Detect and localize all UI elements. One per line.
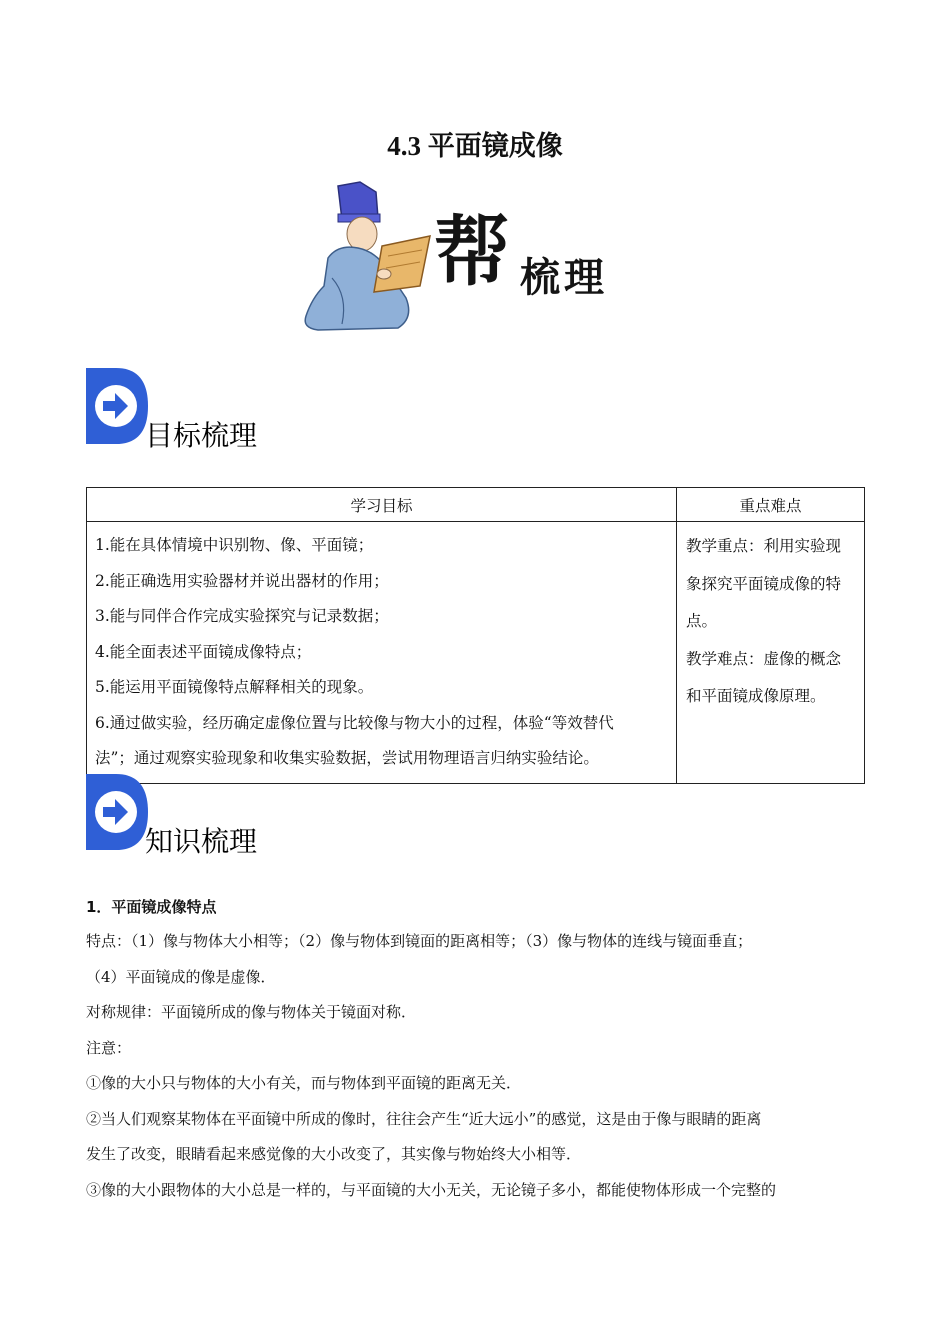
focus-line: 点。 <box>686 612 718 630</box>
banner-characters: 梳理 <box>520 255 608 301</box>
knowledge-line: 注意： <box>86 1038 132 1057</box>
arrow-icon <box>86 368 148 444</box>
arrow-icon <box>86 774 148 850</box>
scholar-illustration <box>298 178 438 338</box>
focus-line: 和平面镜成像原理。 <box>686 687 826 705</box>
knowledge-line: 特点：（1）像与物体大小相等；（2）像与物体到镜面的距离相等；（3）像与物体的连线与镜面垂直； <box>86 932 753 950</box>
knowledge-line: ②当人们观察某物体在平面镜中所成的像时，往往会产生“近大远小”的感觉，这是由于像与眼睛的距离 <box>86 1109 762 1128</box>
section-title-knowledge: 知识梳理 <box>145 825 258 858</box>
goal-item: 法”；通过观察实验现象和收集实验数据，尝试用物理语言归纳实验结论。 <box>95 749 599 767</box>
goals-cell <box>87 522 677 784</box>
goal-item: 2.能正确选用实验器材并说出器材的作用； <box>95 571 389 590</box>
goal-item: 5.能运用平面镜像特点解释相关的现象。 <box>95 678 374 696</box>
knowledge-line: 发生了改变，眼睛看起来感觉像的大小改变了，其实像与物始终大小相等． <box>86 1145 582 1163</box>
focus-line: 教学难点：虚像的概念 <box>686 649 842 668</box>
section-title-goals: 目标梳理 <box>145 419 258 452</box>
page-title: 4.3 平面镜成像 <box>387 131 563 161</box>
knowledge-line: ①像的大小只与物体的大小有关，而与物体到平面镜的距离无关． <box>86 1074 522 1092</box>
knowledge-line: （4）平面镜成的像是虚像． <box>86 967 276 986</box>
focus-line: 教学重点：利用实验现 <box>686 537 842 555</box>
banner-big-character: 帮 <box>434 207 510 296</box>
goals-table <box>86 487 865 784</box>
knowledge-line: ③像的大小跟物体的大小总是一样的，与平面镜的大小无关，无论镜子多小，都能使物体形成一个完整的 <box>86 1180 777 1199</box>
knowledge-body <box>86 890 866 1208</box>
goal-item: 4.能全面表述平面镜成像特点； <box>95 642 312 661</box>
knowledge-heading: 1．平面镜成像特点 <box>86 898 217 916</box>
focus-cell <box>677 522 865 784</box>
table-header-goals: 学习目标 <box>87 488 677 522</box>
goal-item: 1.能在具体情境中识别物、像、平面镜； <box>95 536 374 554</box>
goal-item: 6.通过做实验，经历确定虚像位置与比较像与物大小的过程，体验“等效替代 <box>95 713 614 732</box>
table-header-focus: 重点难点 <box>677 488 865 522</box>
knowledge-line: 对称规律：平面镜所成的像与物体关于镜面对称． <box>86 1003 417 1021</box>
focus-line: 象探究平面镜成像的特 <box>686 574 842 593</box>
header-banner <box>298 178 638 338</box>
goal-item: 3.能与同伴合作完成实验探究与记录数据； <box>95 607 389 625</box>
